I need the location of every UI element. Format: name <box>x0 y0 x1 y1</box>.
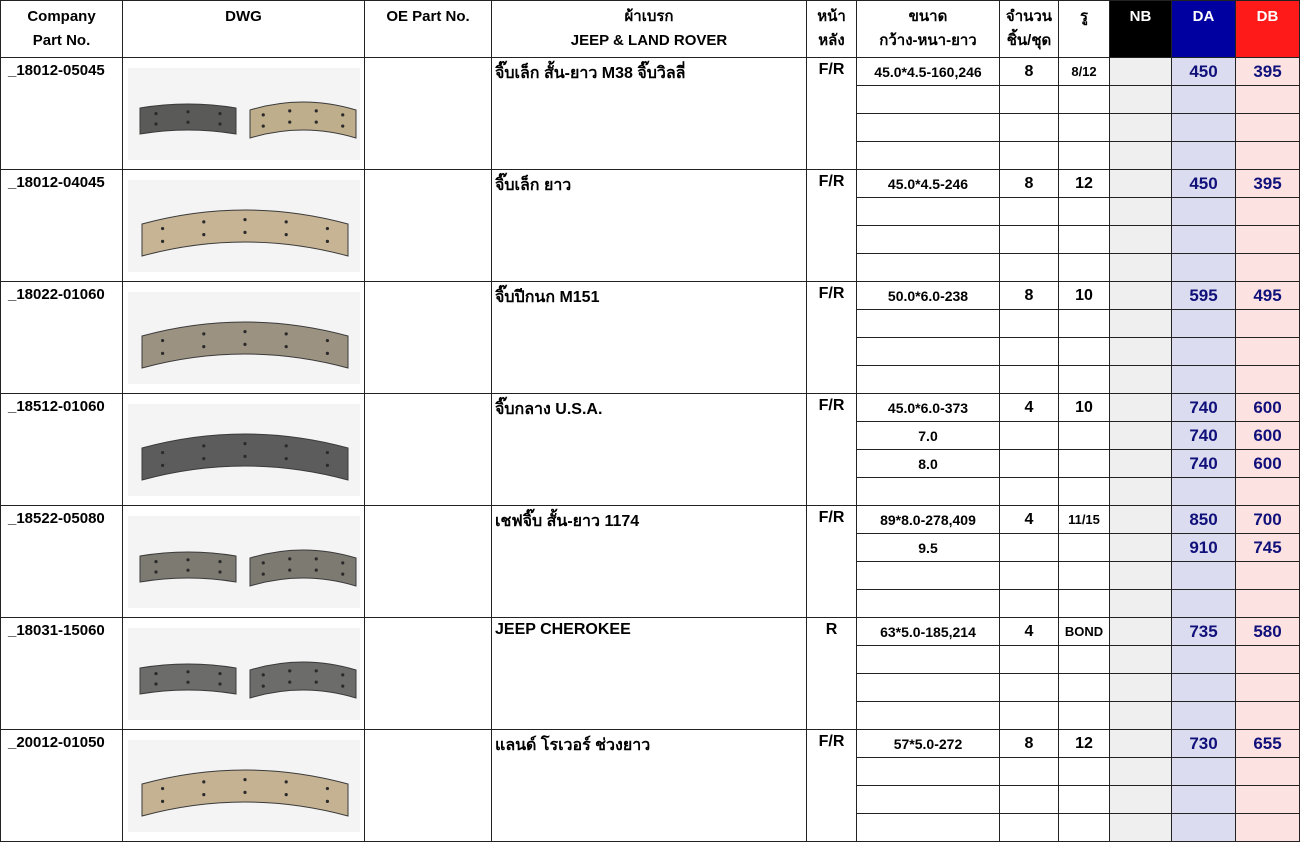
holes <box>1059 450 1110 478</box>
size <box>857 254 1000 282</box>
description: จิ๊บเล็ก สั้น-ยาว M38 จิ๊บวิลลี่ <box>492 58 807 170</box>
price-db <box>1236 702 1300 730</box>
description: จิ๊บเล็ก ยาว <box>492 170 807 282</box>
size <box>857 786 1000 814</box>
brake-shoe-drawing <box>123 618 365 730</box>
brake-shoe-graphic <box>128 516 360 608</box>
header-row <box>1 1 1300 58</box>
price-db: 655 <box>1236 730 1300 758</box>
header-da: DA <box>1172 1 1236 58</box>
price-da <box>1172 338 1236 366</box>
header-oe-part: OE Part No. <box>365 1 492 58</box>
holes <box>1059 758 1110 786</box>
price-da: 730 <box>1172 730 1236 758</box>
position: F/R <box>807 730 857 842</box>
price-nb <box>1110 282 1172 310</box>
size: 45.0*4.5-246 <box>857 170 1000 198</box>
quantity: 8 <box>1000 282 1059 310</box>
size: 7.0 <box>857 422 1000 450</box>
price-da <box>1172 226 1236 254</box>
price-nb <box>1110 674 1172 702</box>
holes <box>1059 142 1110 170</box>
price-db: 700 <box>1236 506 1300 534</box>
size <box>857 590 1000 618</box>
brake-shoe-drawing <box>123 170 365 282</box>
table-row <box>1 58 1300 86</box>
price-nb <box>1110 478 1172 506</box>
price-db <box>1236 674 1300 702</box>
price-nb <box>1110 814 1172 842</box>
holes: BOND <box>1059 618 1110 646</box>
table-row <box>1 506 1300 534</box>
price-db: 600 <box>1236 422 1300 450</box>
price-da: 740 <box>1172 394 1236 422</box>
holes <box>1059 198 1110 226</box>
brake-shoe-drawing <box>123 282 365 394</box>
price-db <box>1236 226 1300 254</box>
quantity <box>1000 422 1059 450</box>
price-da: 595 <box>1172 282 1236 310</box>
size <box>857 86 1000 114</box>
holes <box>1059 86 1110 114</box>
price-nb <box>1110 254 1172 282</box>
price-db: 395 <box>1236 58 1300 86</box>
position: R <box>807 618 857 730</box>
holes <box>1059 338 1110 366</box>
price-nb <box>1110 702 1172 730</box>
brake-shoe-image <box>128 404 360 496</box>
size <box>857 758 1000 786</box>
price-nb <box>1110 422 1172 450</box>
description: แลนด์ โรเวอร์ ช่วงยาว <box>492 730 807 842</box>
holes <box>1059 114 1110 142</box>
quantity <box>1000 758 1059 786</box>
holes: 12 <box>1059 730 1110 758</box>
price-nb <box>1110 590 1172 618</box>
quantity <box>1000 142 1059 170</box>
quantity <box>1000 674 1059 702</box>
holes: 11/15 <box>1059 506 1110 534</box>
brake-shoe-image <box>128 292 360 384</box>
price-db <box>1236 814 1300 842</box>
size: 45.0*4.5-160,246 <box>857 58 1000 86</box>
price-da <box>1172 478 1236 506</box>
price-da <box>1172 254 1236 282</box>
price-db <box>1236 310 1300 338</box>
price-db <box>1236 590 1300 618</box>
price-db: 495 <box>1236 282 1300 310</box>
oe-part-no <box>365 282 492 394</box>
holes: 10 <box>1059 282 1110 310</box>
brake-shoe-graphic <box>128 628 360 720</box>
size: 63*5.0-185,214 <box>857 618 1000 646</box>
price-nb <box>1110 730 1172 758</box>
quantity <box>1000 254 1059 282</box>
size <box>857 310 1000 338</box>
company-part-no: _18031-15060 <box>1 618 123 730</box>
price-db <box>1236 254 1300 282</box>
price-db: 580 <box>1236 618 1300 646</box>
brake-shoe-image <box>128 740 360 832</box>
price-da <box>1172 86 1236 114</box>
description: JEEP CHEROKEE <box>492 618 807 730</box>
price-nb <box>1110 786 1172 814</box>
price-db <box>1236 786 1300 814</box>
holes: 12 <box>1059 170 1110 198</box>
price-da <box>1172 198 1236 226</box>
price-nb <box>1110 758 1172 786</box>
quantity <box>1000 114 1059 142</box>
quantity <box>1000 646 1059 674</box>
price-nb <box>1110 562 1172 590</box>
holes <box>1059 702 1110 730</box>
quantity <box>1000 310 1059 338</box>
price-nb <box>1110 366 1172 394</box>
oe-part-no <box>365 506 492 618</box>
company-part-no: _18012-04045 <box>1 170 123 282</box>
brake-shoe-graphic <box>128 68 360 160</box>
quantity <box>1000 534 1059 562</box>
holes <box>1059 786 1110 814</box>
quantity: 4 <box>1000 506 1059 534</box>
price-da: 740 <box>1172 450 1236 478</box>
price-db: 745 <box>1236 534 1300 562</box>
holes <box>1059 562 1110 590</box>
price-db: 395 <box>1236 170 1300 198</box>
price-db <box>1236 562 1300 590</box>
price-nb <box>1110 198 1172 226</box>
company-part-no: _18522-05080 <box>1 506 123 618</box>
oe-part-no <box>365 394 492 506</box>
holes <box>1059 254 1110 282</box>
price-nb <box>1110 450 1172 478</box>
size <box>857 478 1000 506</box>
price-da <box>1172 814 1236 842</box>
table-row <box>1 618 1300 646</box>
price-db: 600 <box>1236 450 1300 478</box>
size <box>857 338 1000 366</box>
holes <box>1059 534 1110 562</box>
price-da <box>1172 758 1236 786</box>
position: F/R <box>807 506 857 618</box>
oe-part-no <box>365 170 492 282</box>
header-description: ผ้าเบรก JEEP & LAND ROVER <box>492 1 807 58</box>
quantity <box>1000 478 1059 506</box>
price-nb <box>1110 506 1172 534</box>
price-nb <box>1110 394 1172 422</box>
quantity: 8 <box>1000 730 1059 758</box>
table-row <box>1 394 1300 422</box>
quantity: 8 <box>1000 58 1059 86</box>
quantity <box>1000 366 1059 394</box>
position: F/R <box>807 394 857 506</box>
brake-shoe-graphic <box>128 292 360 384</box>
table-row <box>1 730 1300 758</box>
header-holes: รู <box>1059 1 1110 58</box>
brake-shoe-drawing <box>123 394 365 506</box>
price-db <box>1236 142 1300 170</box>
description: จิ๊บกลาง U.S.A. <box>492 394 807 506</box>
company-part-no: _18022-01060 <box>1 282 123 394</box>
holes <box>1059 814 1110 842</box>
price-da <box>1172 646 1236 674</box>
quantity <box>1000 226 1059 254</box>
size <box>857 226 1000 254</box>
price-da <box>1172 310 1236 338</box>
position: F/R <box>807 282 857 394</box>
header-db: DB <box>1236 1 1300 58</box>
header-quantity: จำนวน ชิ้น/ชุด <box>1000 1 1059 58</box>
price-da: 450 <box>1172 58 1236 86</box>
holes <box>1059 226 1110 254</box>
price-da: 450 <box>1172 170 1236 198</box>
header-dwg: DWG <box>123 1 365 58</box>
price-db <box>1236 366 1300 394</box>
holes <box>1059 590 1110 618</box>
price-nb <box>1110 338 1172 366</box>
header-company-part: Company Part No. <box>1 1 123 58</box>
price-nb <box>1110 310 1172 338</box>
price-db <box>1236 86 1300 114</box>
price-nb <box>1110 170 1172 198</box>
size <box>857 646 1000 674</box>
quantity: 8 <box>1000 170 1059 198</box>
header-size: ขนาด กว้าง-หนา-ยาว <box>857 1 1000 58</box>
description: เชฟจิ๊บ สั้น-ยาว 1174 <box>492 506 807 618</box>
table-body <box>1 58 1300 842</box>
size <box>857 814 1000 842</box>
holes <box>1059 646 1110 674</box>
price-da: 735 <box>1172 618 1236 646</box>
price-nb <box>1110 534 1172 562</box>
size: 8.0 <box>857 450 1000 478</box>
price-nb <box>1110 58 1172 86</box>
brake-shoe-image <box>128 68 360 160</box>
quantity <box>1000 786 1059 814</box>
size <box>857 702 1000 730</box>
quantity: 4 <box>1000 394 1059 422</box>
size: 57*5.0-272 <box>857 730 1000 758</box>
holes <box>1059 422 1110 450</box>
price-db <box>1236 338 1300 366</box>
brake-shoe-graphic <box>128 180 360 272</box>
price-da <box>1172 366 1236 394</box>
price-da: 740 <box>1172 422 1236 450</box>
size <box>857 198 1000 226</box>
size: 9.5 <box>857 534 1000 562</box>
price-db <box>1236 114 1300 142</box>
quantity <box>1000 450 1059 478</box>
price-nb <box>1110 86 1172 114</box>
price-db <box>1236 198 1300 226</box>
size <box>857 562 1000 590</box>
oe-part-no <box>365 618 492 730</box>
price-db <box>1236 758 1300 786</box>
price-nb <box>1110 646 1172 674</box>
price-nb <box>1110 618 1172 646</box>
description: จิ๊บปีกนก M151 <box>492 282 807 394</box>
brake-shoe-drawing <box>123 58 365 170</box>
price-da: 910 <box>1172 534 1236 562</box>
brake-shoe-graphic <box>128 740 360 832</box>
size <box>857 142 1000 170</box>
company-part-no: _18012-05045 <box>1 58 123 170</box>
holes <box>1059 478 1110 506</box>
quantity <box>1000 814 1059 842</box>
price-db <box>1236 646 1300 674</box>
brake-shoe-graphic <box>128 404 360 496</box>
holes: 8/12 <box>1059 58 1110 86</box>
company-part-no: _20012-01050 <box>1 730 123 842</box>
price-da <box>1172 142 1236 170</box>
brake-shoe-drawing <box>123 506 365 618</box>
holes <box>1059 366 1110 394</box>
price-nb <box>1110 226 1172 254</box>
price-da <box>1172 786 1236 814</box>
company-part-no: _18512-01060 <box>1 394 123 506</box>
brake-shoe-image <box>128 516 360 608</box>
brake-shoe-drawing <box>123 730 365 842</box>
size <box>857 114 1000 142</box>
holes: 10 <box>1059 394 1110 422</box>
size: 89*8.0-278,409 <box>857 506 1000 534</box>
quantity <box>1000 562 1059 590</box>
price-da <box>1172 562 1236 590</box>
size <box>857 674 1000 702</box>
position: F/R <box>807 170 857 282</box>
quantity <box>1000 86 1059 114</box>
quantity: 4 <box>1000 618 1059 646</box>
price-da <box>1172 702 1236 730</box>
brake-shoe-image <box>128 180 360 272</box>
size: 45.0*6.0-373 <box>857 394 1000 422</box>
table-row <box>1 170 1300 198</box>
price-db: 600 <box>1236 394 1300 422</box>
oe-part-no <box>365 58 492 170</box>
header-nb: NB <box>1110 1 1172 58</box>
holes <box>1059 310 1110 338</box>
oe-part-no <box>365 730 492 842</box>
quantity <box>1000 590 1059 618</box>
price-nb <box>1110 114 1172 142</box>
price-nb <box>1110 142 1172 170</box>
table-row <box>1 282 1300 310</box>
price-da <box>1172 590 1236 618</box>
price-db <box>1236 478 1300 506</box>
price-da <box>1172 674 1236 702</box>
brake-shoe-image <box>128 628 360 720</box>
header-position: หน้า หลัง <box>807 1 857 58</box>
price-da: 850 <box>1172 506 1236 534</box>
size <box>857 366 1000 394</box>
holes <box>1059 674 1110 702</box>
quantity <box>1000 702 1059 730</box>
size: 50.0*6.0-238 <box>857 282 1000 310</box>
position: F/R <box>807 58 857 170</box>
quantity <box>1000 338 1059 366</box>
quantity <box>1000 198 1059 226</box>
price-da <box>1172 114 1236 142</box>
